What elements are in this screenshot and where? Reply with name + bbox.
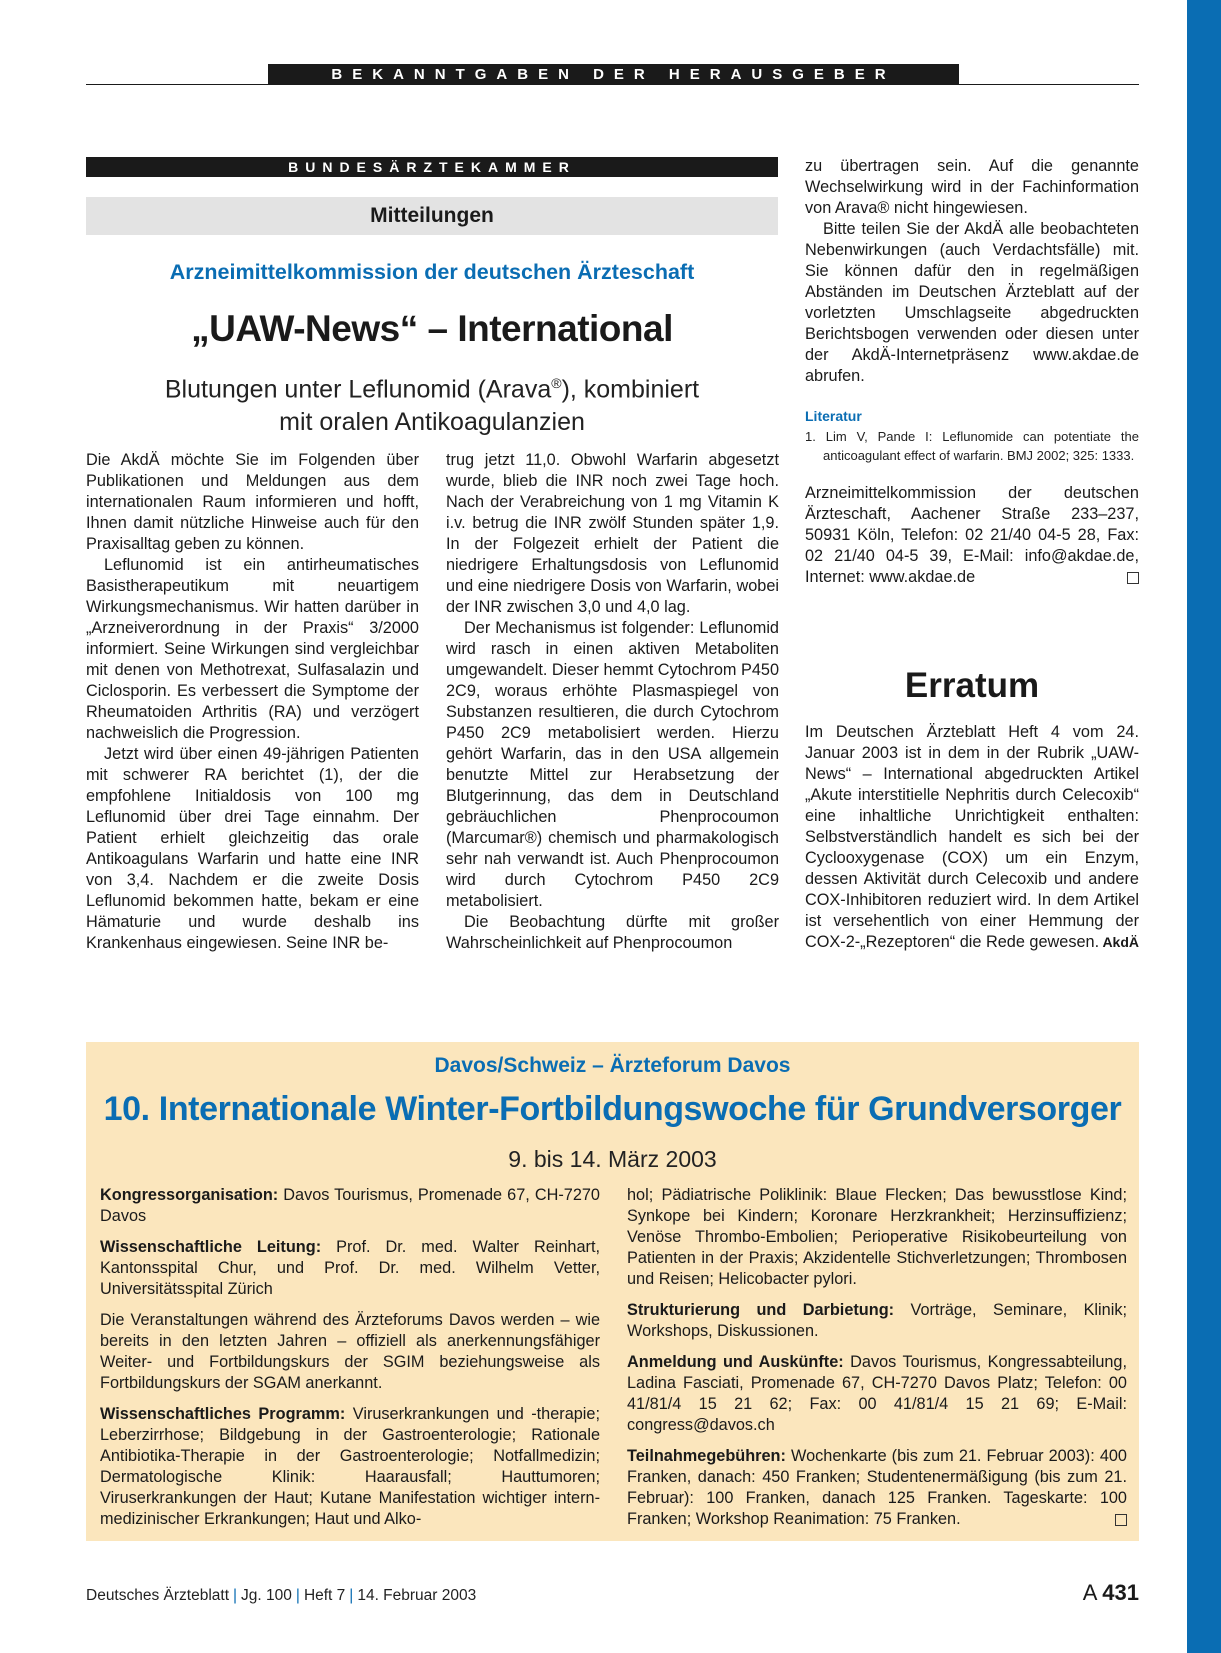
- article-column-3: [805, 156, 1139, 588]
- event-paragraph: [100, 1404, 600, 1530]
- event-date: 9. bis 14. März 2003: [508, 1146, 717, 1172]
- end-mark-icon: [1127, 572, 1139, 584]
- mitteilungen-heading: Mitteilungen: [86, 197, 778, 235]
- page-prefix: A: [1082, 1580, 1097, 1605]
- event-paragraph: [100, 1310, 600, 1394]
- subtitle-line-2: mit oralen Antikoagulanzien: [279, 408, 585, 437]
- event-text: Die Veranstaltungen während des Ärzteforums Davos werden – wie bereits in den letzten Jahren – offiziell als anerkennungsfähiger Weiter- und Fortbildungskurs der SGIM beziehungsweise als Fortbildungskurs der SGAM anerkannt.: [100, 1311, 600, 1392]
- journal-date: 14. Februar 2003: [357, 1587, 477, 1604]
- event-text: Davos Tourismus, Promenade 67, CH-7270 Davos: [100, 1186, 600, 1225]
- event-text: hol; Pädiatrische Poliklinik: Blaue Flecken; Das bewusstlose Kind; Synkope bei Kindern; Koronare Herzkrankheit; Herzinsuffizienz; Venöse Thrombo-Embolien; Perioperative Risikobeurteilung von Patienten in der Praxis; Akzidentelle Stichverletzungen; Thrombosen und Reisen; Helicobacter pylori.: [627, 1186, 1127, 1288]
- event-text: Davos Tourismus, Kongressabteilung, Ladina Fasciati, Promenade 67, CH-7270 Davos Platz; Telefon: 00 41/81/4 15 21 62; Fax: 00 41/81/4 15 21 69; E-Mail: congress@davos.ch: [627, 1353, 1128, 1434]
- event-paragraph: [100, 1185, 600, 1227]
- journal-volume: Jg. 100: [241, 1587, 292, 1604]
- page-number-value: 431: [1102, 1580, 1139, 1605]
- event-label: Teilnahmegebühren:: [627, 1447, 786, 1465]
- article-title: „UAW-News“ – International: [191, 308, 673, 349]
- side-color-bar: [1187, 0, 1221, 1653]
- paragraph: Jetzt wird über einen 49-jährigen Patienten mit schwerer RA berichtet (1), der die empfohlene Initialdosis von 100 mg Leflunomid über drei Tage einnahm. Der Patient erhielt gleichzeitig das orale Antikoagulans Warfarin und hatte eine INR von 3,4. Nachdem er die zweite Dosis Leflunomid bekommen hatte, bekam er eine Hämaturie und wurde deshalb ins Krankenhaus eingewiesen. Seine INR be-: [86, 745, 419, 952]
- event-text: Viruserkrankungen und -therapie; Leberzirrhose; Bildgebung in der Gastroenterologie; Rationale Antibiotika-Therapie in der Gastroenterologie; Notfallmedizin; Dermatologische Klinik: Haarausfall; Hauttumoren; Viruserkrankungen der Haut; Kutane Manifestation wichtiger intern-medizinischer Erkrankungen; Haut und Alko-: [100, 1405, 601, 1528]
- organization-banner: BUNDESÄRZTEKAMMER: [86, 157, 778, 177]
- erratum-text: Im Deutschen Ärzteblatt Heft 4 vom 24. Januar 2003 ist in dem in der Rubrik „UAW-News“ – International abgedruckten Artikel „Akute interstitielle Nephritis durch Celecoxib“ eine inhaltliche Unrichtigkeit enthalten: Selbstverständlich handelt es sich bei der Cyclooxygenase (COX) um ein Enzym, dessen Aktivität durch Celecoxib und andere COX-Inhibitoren reduziert wird. In dem Artikel ist versehentlich von einer Hemmung der COX-2-„Rezeptoren“ die Rede gewesen.: [805, 723, 1139, 951]
- paragraph: Bitte teilen Sie der AkdÄ alle beobachteten Nebenwirkungen (auch Verdachtsfälle) mit. Sie können dafür den in regelmäßigen Abständen im Deutschen Ärzteblatt auf der vorletzten Umschlagseite abgedruckten Berichtsbogen verwenden oder diesen unter der AkdÄ-Internetpräsenz www.akdae.de abrufen.: [805, 220, 1139, 385]
- event-paragraph: [627, 1185, 1127, 1290]
- event-paragraph: [100, 1237, 600, 1300]
- event-column-left: [100, 1185, 600, 1540]
- erratum-title: Erratum: [904, 666, 1040, 705]
- article-kicker: Arzneimittelkommission der deutschen Ärzteschaft: [169, 260, 695, 284]
- event-column-right: [627, 1185, 1127, 1540]
- paragraph: Leflunomid ist ein antirheumatisches Basistherapeutikum mit neuartigem Wirkungsmechanismus. Wir hatten darüber in „Arzneiverordnung in der Praxis“ 3/2000 informiert. Seine Wirkungen sind vergleichbar mit denen von Methotrexat, Sulfasalazin und Ciclosporin. Es verbessert die Symptome der Rheumatoiden Arthritis (RA) und verzögert nachweislich die Progression.: [86, 556, 419, 742]
- event-paragraph: [627, 1300, 1127, 1342]
- literature-item: 1. Lim V, Pande I: Leflunomide can potentiate the anticoagulant effect of warfarin. BMJ 2002; 325: 1333.: [805, 429, 1139, 463]
- paragraph: Die AkdÄ möchte Sie im Folgenden über Publikationen und Meldungen aus dem internationalen Raum informieren und hofft, Ihnen damit nützliche Hinweise auch für den Praxisalltag geben zu können.: [86, 451, 419, 553]
- subtitle-part-b: ), kombiniert: [561, 375, 700, 404]
- event-kicker: Davos/Schweiz – Ärzteforum Davos: [434, 1054, 791, 1077]
- paragraph: Die Beobachtung dürfte mit großer Wahrscheinlichkeit auf Phenprocoumon: [446, 913, 779, 952]
- journal-name: Deutsches Ärzteblatt: [86, 1587, 230, 1604]
- end-mark-icon: [1115, 1514, 1127, 1526]
- event-text: Vorträge, Seminare, Klinik; Workshops, Diskussionen.: [627, 1301, 1127, 1340]
- paragraph: zu übertragen sein. Auf die genannte Wechselwirkung wird in der Fachinformation von Arava® nicht hingewiesen.: [805, 157, 1139, 217]
- contact-text: Arzneimittelkommission der deutschen Ärzteschaft, Aachener Straße 233–237, 50931 Köln, Telefon: 02 21/40 04-5 28, Fax: 02 21/40 04-5 39, E-Mail: info@akdae.de, Internet: www.akdae.de: [805, 484, 1139, 586]
- event-text: Wochenkarte (bis zum 21. Februar 2003): 400 Franken, danach: 450 Franken; Studentenermäßigung (bis zum 21. Februar): 100 Franken, danach 125 Franken. Tageskarte: 100 Franken; Workshop Reanimation: 75 Franken.: [627, 1447, 1127, 1528]
- event-title: 10. Internationale Winter-Fortbildungswoche für Grundversorger: [103, 1090, 1122, 1128]
- subtitle-part-a: Blutungen unter Leflunomid (Arava: [164, 375, 552, 404]
- event-label: Wissenschaftliches Programm:: [100, 1405, 346, 1423]
- page-footer: Deutsches Ärzteblatt | Jg. 100 | Heft 7 | 14. Februar 2003: [86, 1587, 477, 1604]
- paragraph: Der Mechanismus ist folgender: Leflunomid wird rasch in einen aktiven Metaboliten umgewandelt. Dieser hemmt Cytochrom P450 2C9, woraus erhöhte Plasmaspiegel von Substanzen resultieren, die durch Cytochrom P450 2C9 metabolisiert werden. Hierzu gehört Warfarin, das in den USA allgemein benutzte Mittel zur Herabsetzung der Blutgerinnung, das dem in Deutschland gebräuchlichen Phenprocoumon (Marcumar®) chemisch und pharmakologisch sehr nah verwandt ist. Auch Phenprocoumon wird durch Cytochrom P450 2C9 metabolisiert.: [446, 619, 780, 910]
- contact-info: [805, 483, 1139, 588]
- page-number: [1050, 1580, 1139, 1606]
- section-banner: BEKANNTGABEN DER HERAUSGEBER: [268, 64, 959, 85]
- event-label: Kongressorganisation:: [100, 1186, 279, 1204]
- registered-mark: ®: [551, 375, 562, 391]
- event-paragraph: [627, 1446, 1127, 1530]
- article-column-2: [446, 450, 779, 954]
- article-column-1: [86, 450, 419, 954]
- literature-heading: Literatur: [805, 408, 862, 424]
- event-label: Wissenschaftliche Leitung:: [100, 1238, 322, 1256]
- journal-issue: Heft 7: [303, 1587, 346, 1604]
- event-label: Strukturierung und Darbietung:: [627, 1301, 895, 1319]
- event-label: Anmeldung und Auskünfte:: [627, 1353, 844, 1371]
- event-text: Prof. Dr. med. Walter Reinhart, Kantonsspital Chur, und Prof. Dr. med. Wilhelm Vetter, Universitätsspital Zürich: [100, 1238, 601, 1298]
- paragraph: trug jetzt 11,0. Obwohl Warfarin abgesetzt wurde, blieb die INR noch zwei Tage hoch. Nach der Verabreichung von 1 mg Vitamin K i.v. betrug die INR zwölf Stunden später 1,9. In der Folgezeit erhielt der Patient die niedrigere Erhaltungsdosis von Leflunomid und eine niedrigere Dosis von Warfarin, wobei der INR zwischen 3,0 und 4,0 lag.: [446, 451, 779, 616]
- event-paragraph: [627, 1352, 1127, 1436]
- erratum-body: [805, 722, 1139, 953]
- article-subtitle: [86, 367, 778, 439]
- erratum-signature: AkdÄ: [1102, 934, 1139, 950]
